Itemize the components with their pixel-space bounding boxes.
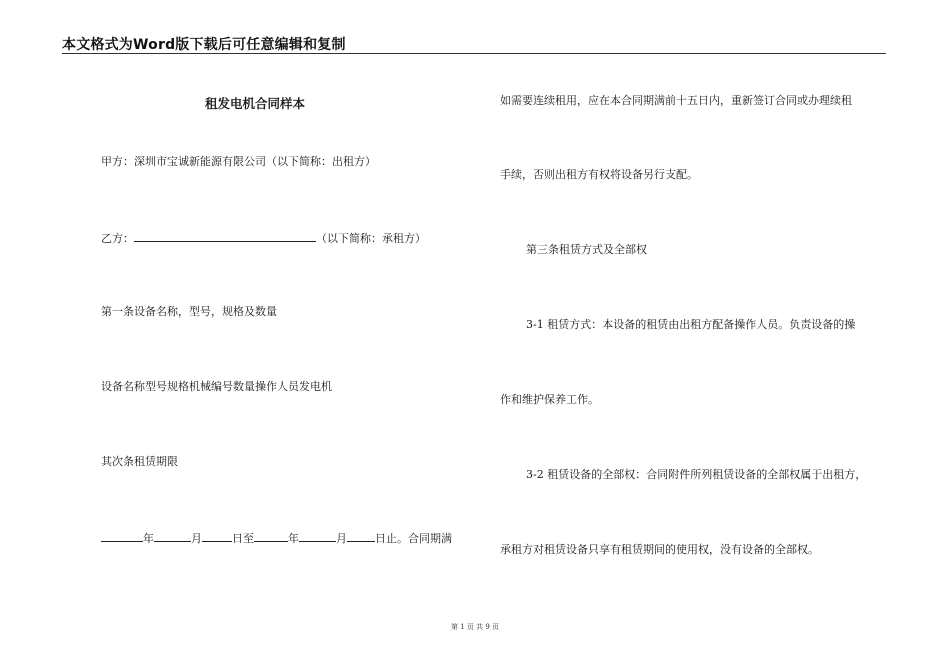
- start-day-blank[interactable]: [202, 530, 232, 542]
- renewal-line-1: 如需要连续租用，应在本合同期满前十五日内，重新签订合同或办理续租: [500, 94, 852, 107]
- party-b-suffix: （以下简称：承租方）: [316, 232, 426, 245]
- clause-3-2-line-2: 承租方对租赁设备只享有租赁期间的使用权，没有设备的全部权。: [500, 543, 819, 556]
- equipment-line: 设备名称型号规格机械编号数量操作人员发电机: [101, 380, 332, 393]
- party-a-line: 甲方：深圳市宝诚新能源有限公司（以下简称：出租方）: [101, 155, 376, 168]
- article-2-heading: 其次条租赁期限: [101, 455, 178, 468]
- renewal-line-2: 手续，否则出租方有权将设备另行支配。: [500, 168, 698, 181]
- end-month-blank[interactable]: [299, 530, 336, 542]
- article-3-heading: 第三条租赁方式及全部权: [526, 243, 647, 256]
- page-number: 第 1 页 共 9 页: [450, 623, 500, 631]
- end-year-blank[interactable]: [254, 530, 288, 542]
- end-month-label: 月: [336, 532, 347, 545]
- article-1-heading: 第一条设备名称，型号，规格及数量: [101, 305, 277, 318]
- end-day-label: 日止。合同期满: [375, 532, 452, 545]
- start-year-label: 年: [143, 532, 154, 545]
- end-day-blank[interactable]: [347, 530, 375, 542]
- start-month-blank[interactable]: [154, 530, 191, 542]
- start-day-to-label: 日至: [232, 532, 254, 545]
- clause-3-1-line-1: 3-1 租赁方式：本设备的租赁由出租方配备操作人员。负责设备的操: [526, 318, 856, 331]
- clause-3-1-line-2: 作和维护保养工作。: [500, 393, 599, 406]
- end-year-label: 年: [288, 532, 299, 545]
- header-banner: 本文格式为Word版下载后可任意编辑和复制: [62, 37, 346, 53]
- document-title: 租发电机合同样本: [205, 96, 306, 111]
- party-b-prefix: 乙方：: [101, 232, 134, 245]
- start-month-label: 月: [191, 532, 202, 545]
- header-divider: [62, 53, 886, 54]
- rental-period-line: [101, 530, 452, 546]
- party-b-blank[interactable]: [134, 230, 316, 242]
- clause-3-2-line-1: 3-2 租赁设备的全部权：合同附件所列租赁设备的全部权属于出租方，: [526, 468, 867, 481]
- start-year-blank[interactable]: [101, 530, 143, 542]
- party-b-line: [101, 230, 426, 246]
